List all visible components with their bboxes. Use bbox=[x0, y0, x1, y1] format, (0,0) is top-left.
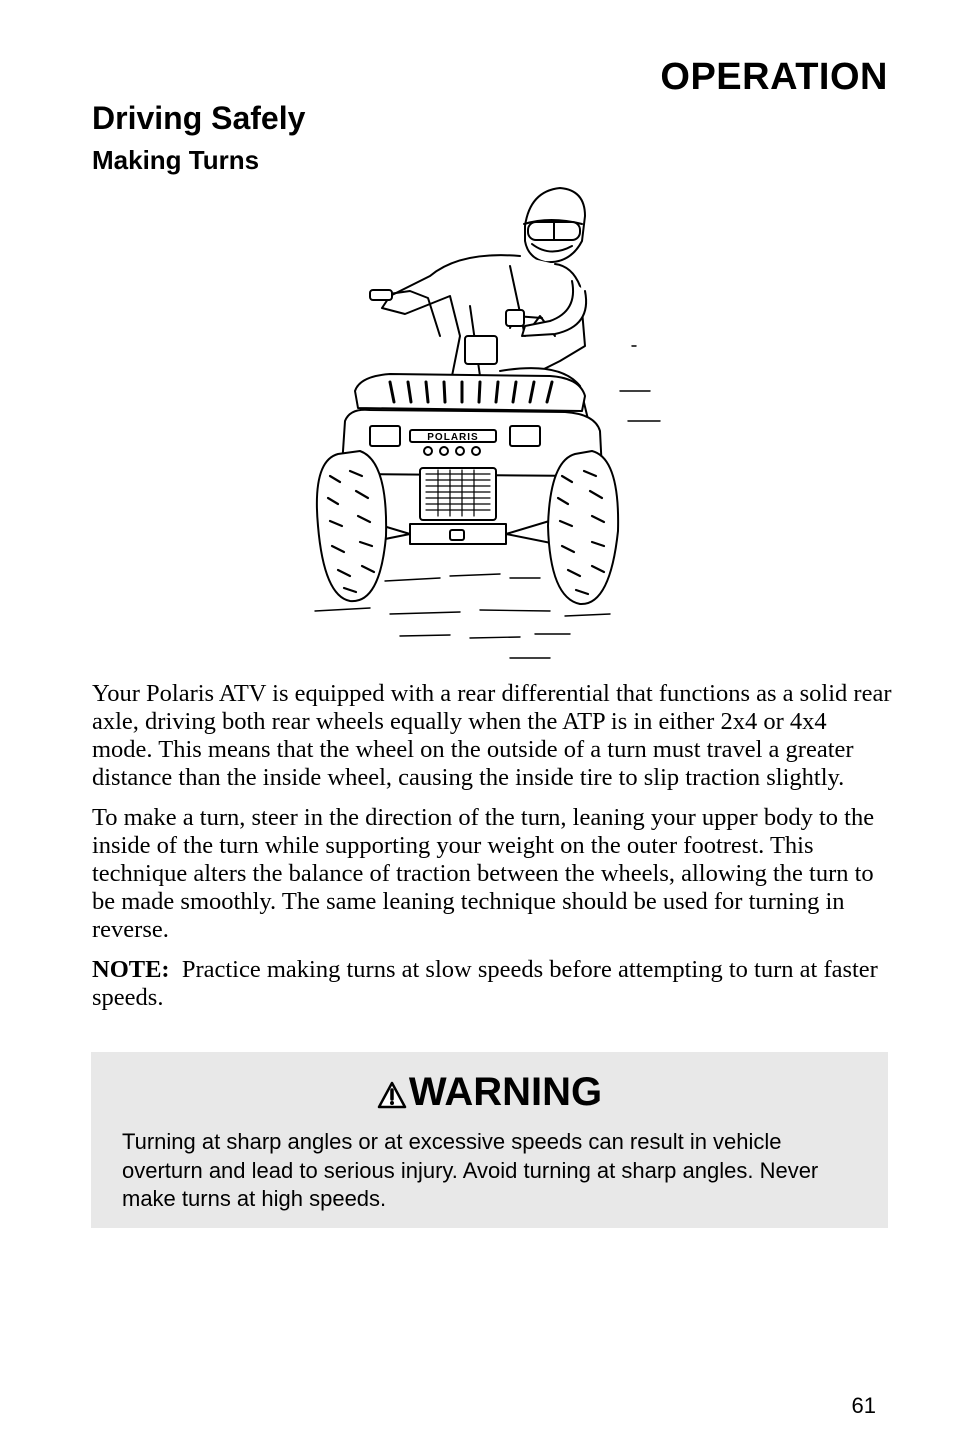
warning-triangle-icon bbox=[377, 1081, 407, 1109]
warning-title bbox=[91, 1070, 888, 1115]
paragraph: Your Polaris ATV is equipped with a rear differential that functions as a solid rear axle, driving both rear wheels equally when the ATP is in either 2x4 or 4x4 mode. This means that the wheel on the outside of a turn must travel a greater distance than the inside wheel, causing the inside tire to slip traction slightly. bbox=[92, 680, 892, 791]
note-paragraph bbox=[92, 956, 892, 1012]
paragraph: To make a turn, steer in the direction of the turn, leaning your upper body to the inside of the turn while supporting your weight on the outer footrest. This technique alters the balance of traction between the wheels, allowing the turn to be made smoothly. The same leaning technique should be used for turning in reverse. bbox=[92, 804, 875, 943]
note-text: Practice making turns at slow speeds before attempting to turn at faster speeds. bbox=[92, 956, 878, 1011]
atv-rider-illustration bbox=[310, 186, 670, 666]
section-title: OPERATION bbox=[660, 56, 888, 98]
body-text bbox=[92, 680, 892, 1024]
warning-box bbox=[91, 1052, 888, 1228]
warning-text: Turning at sharp angles or at excessive speeds can result in vehicle overturn and lead to serious injury. Avoid turning at sharp angles. Never make turns at high speeds. bbox=[122, 1129, 819, 1211]
page-number: 61 bbox=[851, 1393, 876, 1418]
page-heading: Driving Safely bbox=[92, 100, 306, 136]
page-subheading: Making Turns bbox=[92, 145, 260, 175]
note-label: NOTE: bbox=[92, 956, 170, 983]
brand-label: POLARIS bbox=[427, 432, 479, 443]
warning-title-text: WARNING bbox=[408, 1070, 603, 1114]
